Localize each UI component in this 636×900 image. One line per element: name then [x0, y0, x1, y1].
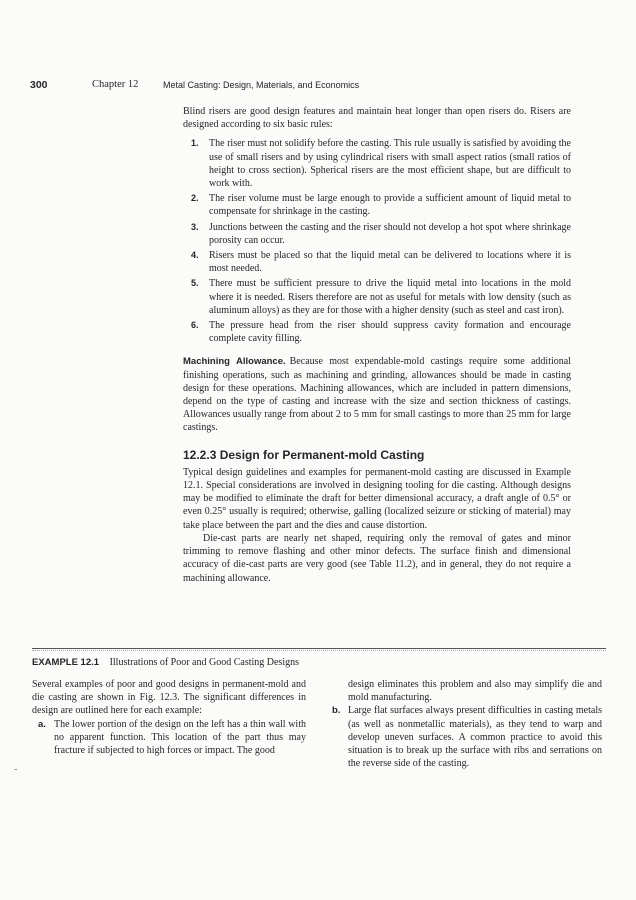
list-item: [183, 249, 571, 275]
main-text-column: [183, 105, 571, 585]
list-item: [326, 704, 602, 770]
example-right-column: [326, 678, 602, 770]
list-item-number: 4.: [191, 250, 199, 261]
example-intro: Several examples of poor and good designs in permanent-mold and die casting are shown in Fig. 12.3. The significant differences in design are outlined here for each example:: [32, 679, 306, 717]
example-items-list: [32, 718, 306, 758]
list-item-text: There must be sufficient pressure to drive the liquid metal into locations in the mold where it is needed. Risers therefore are not as useful for metals with low density (such as aluminum alloys) as they are for those with a higher density (such as steel and cast iron).: [209, 278, 571, 316]
list-item-text: Junctions between the casting and the riser should not develop a hot spot where shrinkage porosity can occur.: [209, 221, 571, 246]
example-title: Illustrations of Poor and Good Casting Designs: [109, 657, 299, 668]
list-item-number: 3.: [191, 221, 199, 232]
machining-allowance-text: Because most expendable-mold castings require some additional finishing operations, such as machining and grinding, allowances should be made in casting design for these operations. Machining allowances, which are included in pattern dimensions, depend on the type of casting and increase with the size and section thickness of castings. Allowances usually range from about 2 to 5 mm for small castings to more than 25 mm for large castings.: [183, 356, 571, 434]
example-top-rule: [32, 648, 606, 649]
list-item-letter: b.: [332, 705, 341, 717]
example-label: EXAMPLE 12.1: [32, 657, 100, 668]
list-item-text: The riser must not solidify before the casting. This rule usually is satisfied by avoiding the use of small risers and by using cylindrical risers with small aspect ratios (small ratios of height to cross section). Spherical risers are the most efficient shape, but are difficult to work with.: [209, 138, 571, 190]
list-item-text: The riser volume must be large enough to provide a sufficient amount of liquid metal to compensate for shrinkage in the casting.: [209, 193, 571, 218]
list-item: [32, 718, 306, 758]
machining-allowance-paragraph: [183, 355, 571, 434]
page-number: 300: [30, 79, 48, 91]
list-item-number: 1.: [191, 138, 199, 149]
list-item: [183, 319, 571, 345]
list-item-number: 5.: [191, 278, 199, 289]
example-items-list-continued: [326, 704, 602, 770]
list-item: [183, 221, 571, 247]
list-item-number: 6.: [191, 320, 199, 331]
chapter-title: Metal Casting: Design, Materials, and Economics: [163, 80, 360, 90]
chapter-label: Chapter 12: [92, 79, 139, 90]
list-item: [183, 137, 571, 190]
list-item-text: The lower portion of the design on the left has a thin wall with no apparent function. This location of the part thus may fracture if subjected to high forces or impact. The good: [54, 718, 306, 757]
run-in-heading: Machining Allowance.: [183, 356, 286, 368]
risers-intro-paragraph: Blind risers are good design features and maintain heat longer than open risers do. Risers are designed according to six basic rules:: [183, 106, 571, 131]
example-dotted-rule: [32, 650, 606, 651]
item-a-continuation: design eliminates this problem and also may simplify die and mold manufacturing.: [348, 679, 602, 704]
list-item-text: The pressure head from the riser should suppress cavity formation and encourage complete cavity filling.: [209, 320, 571, 345]
list-item-number: 2.: [191, 193, 199, 204]
running-header: [30, 79, 606, 93]
example-left-column: [32, 678, 306, 757]
riser-rules-list: [183, 137, 571, 345]
list-item-text: Risers must be placed so that the liquid metal can be delivered to locations where it is most needed.: [209, 250, 571, 275]
example-heading: [32, 657, 299, 668]
list-item-letter: a.: [38, 718, 46, 730]
section-paragraph-1: Typical design guidelines and examples for permanent-mold casting are discussed in Example 12.1. Special considerations are involved in designing tooling for die casting. Although designs may be modified to eliminate the draft for better dimensional accuracy, a draft angle of 0.5° or even 0.25° usually is required; otherwise, galling (localized seizure or sticking of material) may take place between the part and the dies and cause distortion.: [183, 466, 571, 531]
list-item-text: Large flat surfaces always present difficulties in casting metals (as well as nonmetallic materials), as they tend to warp and develop uneven surfaces. A common practice to avoid this situation is to break up the surface with ribs and serrations on the reverse side of the casting.: [348, 705, 602, 770]
margin-mark: -: [14, 764, 18, 775]
list-item: [183, 277, 571, 317]
section-paragraph-2: Die-cast parts are nearly net shaped, requiring only the removal of gates and minor trimming to remove flashing and other minor defects. The surface finish and dimensional accuracy of die-cast parts are very good (see Table 11.2), and in general, they do not require a machining allowance.: [183, 532, 571, 584]
section-heading: 12.2.3 Design for Permanent-mold Casting: [183, 447, 425, 462]
list-item: [183, 192, 571, 218]
